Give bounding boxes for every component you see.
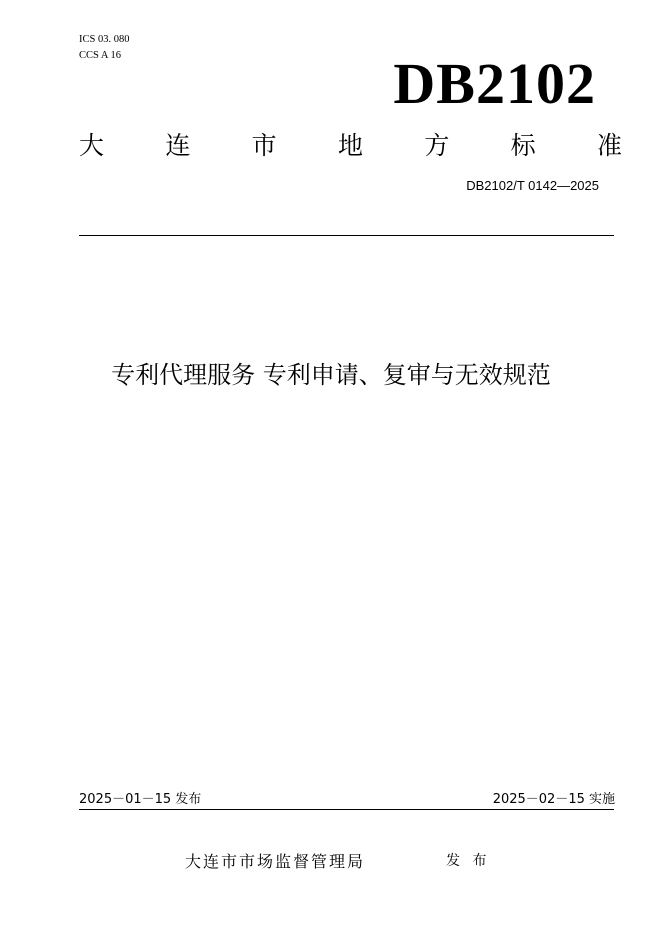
standard-type-char: 准 (596, 131, 622, 160)
ics-code: ICS 03. 080 (79, 34, 130, 45)
issue-date: 2025－01－15 发布 (79, 792, 202, 807)
standard-type-char: 标 (510, 131, 536, 160)
footer-divider (79, 809, 614, 810)
document-title: 专利代理服务 专利申请、复审与无效规范 (111, 361, 551, 389)
implementation-date: 2025－02－15 实施 (492, 792, 615, 807)
header-divider (79, 235, 614, 236)
standard-logo: DB2102 (393, 51, 596, 116)
ccs-code: CCS A 16 (79, 50, 122, 61)
standard-type-char: 方 (424, 131, 450, 160)
standard-type-char: 连 (165, 131, 191, 160)
standard-number: DB2102/T 0142—2025 (466, 178, 599, 193)
standard-type-char: 地 (337, 131, 363, 160)
issue-label: 发 布 (446, 853, 491, 869)
standard-type-heading (79, 126, 622, 162)
standard-type-char: 大 (79, 131, 105, 160)
standard-type-char: 市 (251, 131, 277, 160)
issuing-authority: 大连市市场监督管理局 (185, 852, 366, 871)
